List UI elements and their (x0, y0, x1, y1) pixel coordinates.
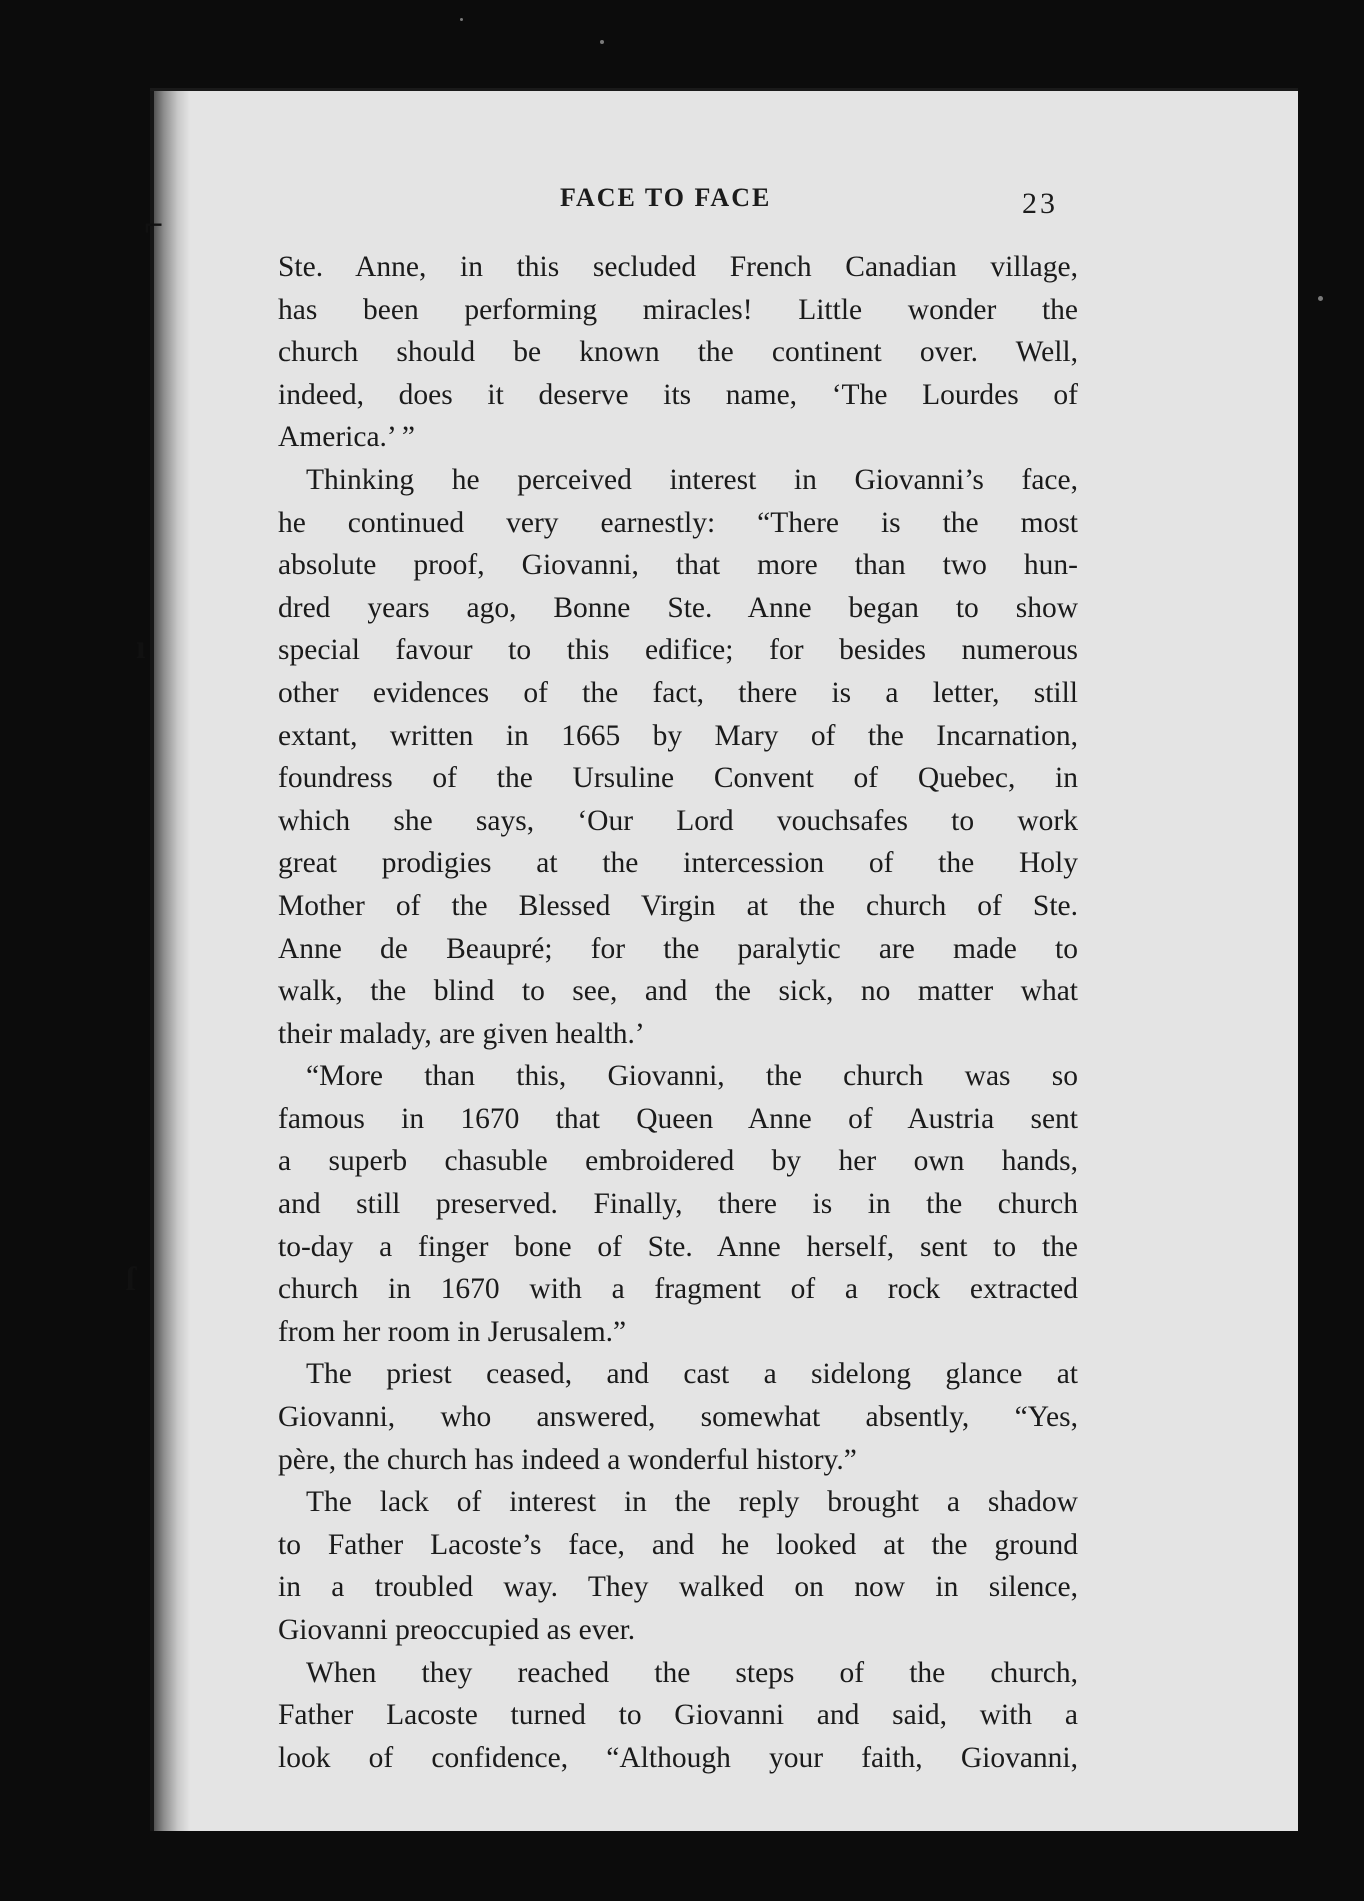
text-line: indeed, does it deserve its name, ‘The Lourdes of (278, 378, 1078, 411)
text-line: The priest ceased, and cast a sidelong glance at (306, 1358, 1078, 1391)
text-line: The lack of interest in the reply brought a shadow (306, 1486, 1078, 1519)
text-line: which she says, ‘Our Lord vouchsafes to work (278, 804, 1078, 837)
text-line: church in 1670 with a fragment of a rock extracted (278, 1273, 1078, 1306)
text-line: Father Lacoste turned to Giovanni and said, with a (278, 1699, 1078, 1732)
text-line: walk, the blind to see, and the sick, no matter what (278, 975, 1078, 1008)
margin-mark: ⌐ (144, 207, 164, 244)
text-line: to-day a finger bone of Ste. Anne herself, sent to the (278, 1230, 1078, 1263)
text-line: Giovanni preoccupied as ever. (278, 1614, 636, 1646)
text-line: in a troubled way. They walked on now in silence, (278, 1571, 1078, 1604)
margin-mark: ſ (126, 1261, 136, 1298)
text-line: Giovanni, who answered, somewhat absently, “Yes, (278, 1401, 1078, 1434)
text-line: their malady, are given health.’ (278, 1017, 645, 1050)
text-line: père, the church has indeed a wonderful history.” (278, 1443, 857, 1476)
text-line: to Father Lacoste’s face, and he looked at the ground (278, 1528, 1078, 1561)
binding-edge (150, 91, 154, 1831)
text-line: “More than this, Giovanni, the church was so (306, 1060, 1078, 1093)
book-page (126, 88, 1298, 1831)
page-number: 23 (1022, 187, 1058, 220)
text-line: and still preserved. Finally, there is in the church (278, 1188, 1078, 1221)
text-line: When they reached the steps of the church, (306, 1656, 1078, 1689)
text-line: Anne de Beaupré; for the paralytic are made to (278, 932, 1078, 965)
text-line: other evidences of the fact, there is a letter, still (278, 676, 1078, 709)
text-line: from her room in Jerusalem.” (278, 1315, 627, 1348)
text-line: a superb chasuble embroidered by her own hands, (278, 1145, 1078, 1178)
text-line: famous in 1670 that Queen Anne of Austria sent (278, 1102, 1078, 1135)
text-line: Thinking he perceived interest in Giovanni’s face, (306, 463, 1078, 496)
binding-shadow (150, 91, 190, 1831)
scan-speck (1318, 296, 1323, 301)
scan-speck (600, 40, 604, 44)
text-line: absolute proof, Giovanni, that more than two hun- (278, 549, 1078, 582)
margin-mark: ı (136, 629, 146, 666)
text-line: he continued very earnestly: “There is the most (278, 506, 1078, 539)
text-line: Ste. Anne, in this secluded French Canadian village, (278, 251, 1078, 283)
text-line: Mother of the Blessed Virgin at the church of Ste. (278, 889, 1078, 922)
body-text (278, 246, 1078, 1779)
text-line: America.’ ” (278, 421, 416, 454)
text-line: special favour to this edifice; for besides numerous (278, 634, 1078, 667)
scan-speck (460, 18, 463, 21)
text-line: church should be known the continent over. Well, (278, 336, 1078, 369)
chapter-title: FACE TO FACE (560, 183, 772, 212)
text-line: foundress of the Ursuline Convent of Quebec, in (278, 762, 1078, 795)
text-line: extant, written in 1665 by Mary of the Incarnation, (278, 719, 1078, 752)
text-line: dred years ago, Bonne Ste. Anne began to show (278, 591, 1078, 624)
text-line: great prodigies at the intercession of the Holy (278, 847, 1078, 880)
text-line: has been performing miracles! Little wonder the (278, 293, 1078, 326)
text-line: look of confidence, “Although your faith, Giovanni, (278, 1741, 1078, 1774)
